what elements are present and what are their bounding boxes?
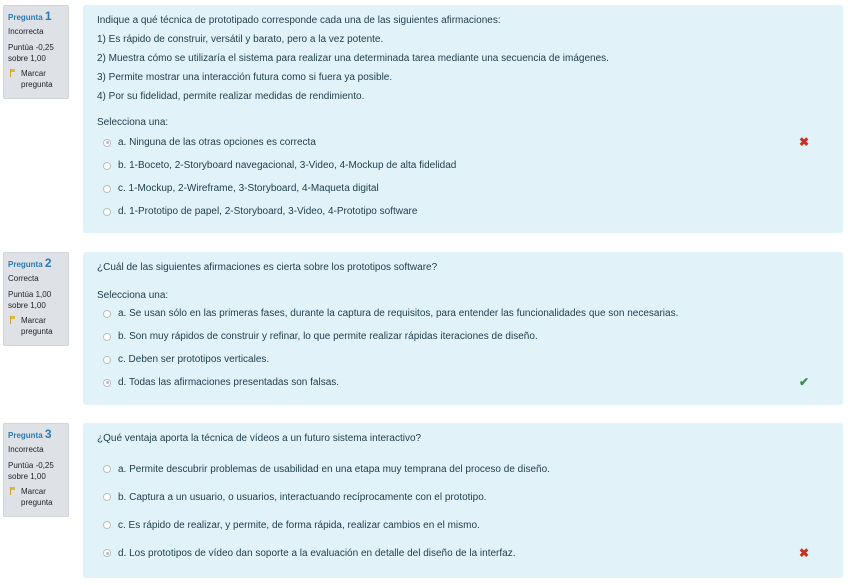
question-grade: Puntúa 1,00 sobre 1,00 [8, 290, 52, 310]
answer-option-c[interactable] [97, 348, 829, 371]
question-info-3 [3, 423, 69, 517]
flag-icon [8, 315, 17, 326]
question-text-line: 1) Es rápido de construir, versátil y barato, pero a la vez potente. [97, 34, 384, 45]
question-state: Correcta [8, 274, 39, 283]
question-state: Incorrecta [8, 27, 44, 36]
question-content-3 [83, 423, 843, 578]
radio-button[interactable] [103, 379, 111, 387]
flag-question-button[interactable]: Marcar pregunta [8, 486, 64, 508]
radio-button[interactable] [103, 208, 111, 216]
question-text-line: Indique a qué técnica de prototipado corresponde cada una de las siguientes afirmaciones: [97, 15, 501, 26]
question-content-2 [83, 252, 843, 405]
question-text-line: 4) Por su fidelidad, permite realizar medidas de rendimiento. [97, 91, 365, 102]
flag-icon [8, 68, 17, 79]
answer-option-b[interactable] [97, 154, 829, 177]
answer-option-b[interactable] [97, 325, 829, 348]
radio-button[interactable] [103, 333, 111, 341]
incorrect-icon: ✖ [798, 135, 809, 149]
correct-check-icon: ✔ [798, 375, 809, 389]
question-number: Pregunta 1 [8, 9, 52, 23]
answer-label: c. Deben ser prototipos verticales. [118, 354, 270, 365]
answer-label: b. Son muy rápidos de construir y refinar, lo que permite realizar rápidas iteraciones de diseño. [118, 331, 538, 342]
radio-button[interactable] [103, 162, 111, 170]
answer-label: c. Es rápido de realizar, y permite, de forma rápida, realizar cambios en el mismo. [118, 519, 480, 531]
radio-button[interactable] [103, 549, 111, 557]
question-number: Pregunta 3 [8, 427, 52, 441]
incorrect-icon: ✖ [798, 546, 809, 560]
question-info-2 [3, 252, 69, 346]
answer-label: c. 1-Mockup, 2-Wireframe, 3-Storyboard, 4-Maqueta digital [118, 183, 379, 194]
radio-button[interactable] [103, 310, 111, 318]
question-number: Pregunta 2 [8, 256, 52, 270]
radio-button[interactable] [103, 465, 111, 473]
answer-option-a[interactable] [97, 455, 829, 483]
radio-button[interactable] [103, 521, 111, 529]
answer-label: b. Captura a un usuario, o usuarios, interactuando recíprocamente con el prototipo. [118, 491, 487, 503]
answer-label: a. Permite descubrir problemas de usabilidad en una etapa muy temprana del proceso de diseño. [118, 463, 550, 475]
answer-label: a. Se usan sólo en las primeras fases, durante la captura de requisitos, para entender las funcionalidades que son necesarias. [118, 308, 679, 319]
question-grade: Puntúa -0,25 sobre 1,00 [8, 43, 54, 63]
question-grade: Puntúa -0,25 sobre 1,00 [8, 461, 54, 481]
answer-prompt: Selecciona una: [97, 290, 169, 301]
answer-option-d[interactable] [97, 200, 829, 223]
answer-option-c[interactable] [97, 177, 829, 200]
answer-option-b[interactable] [97, 483, 829, 511]
flag-icon [8, 486, 17, 497]
question-state: Incorrecta [8, 445, 44, 454]
question-text-line: ¿Cuál de las siguientes afirmaciones es cierta sobre los prototipos software? [97, 262, 438, 273]
answer-label: b. 1-Boceto, 2-Storyboard navegacional, 3-Video, 4-Mockup de alta fidelidad [118, 160, 457, 171]
answer-label: d. 1-Prototipo de papel, 2-Storyboard, 3-Video, 4-Prototipo software [118, 206, 418, 217]
answer-option-a[interactable] [97, 302, 829, 325]
answer-option-d[interactable] [97, 371, 829, 394]
radio-button[interactable] [103, 139, 111, 147]
radio-button[interactable] [103, 493, 111, 501]
answer-prompt: Selecciona una: [97, 117, 169, 128]
question-text-line: ¿Qué ventaja aporta la técnica de vídeos a un futuro sistema interactivo? [97, 433, 422, 444]
answer-option-d[interactable] [97, 539, 829, 567]
radio-button[interactable] [103, 185, 111, 193]
answer-label: a. Ninguna de las otras opciones es correcta [118, 137, 316, 148]
radio-button[interactable] [103, 356, 111, 364]
answer-label: d. Todas las afirmaciones presentadas son falsas. [118, 377, 340, 388]
question-text-line: 3) Permite mostrar una interacción futura como si fuera ya posible. [97, 72, 393, 83]
answer-label: d. Los prototipos de vídeo dan soporte a la evaluación en detalle del diseño de la interfaz. [118, 547, 516, 559]
answer-option-a[interactable] [97, 131, 829, 154]
flag-question-button[interactable]: Marcar pregunta [8, 315, 64, 337]
flag-question-button[interactable]: Marcar pregunta [8, 68, 64, 90]
question-content-1 [83, 5, 843, 233]
answer-option-c[interactable] [97, 511, 829, 539]
question-text-line: 2) Muestra cómo se utilizaría el sistema para realizar una determinada tarea mediante una secuencia de imágenes. [97, 53, 609, 64]
question-info-1 [3, 5, 69, 99]
